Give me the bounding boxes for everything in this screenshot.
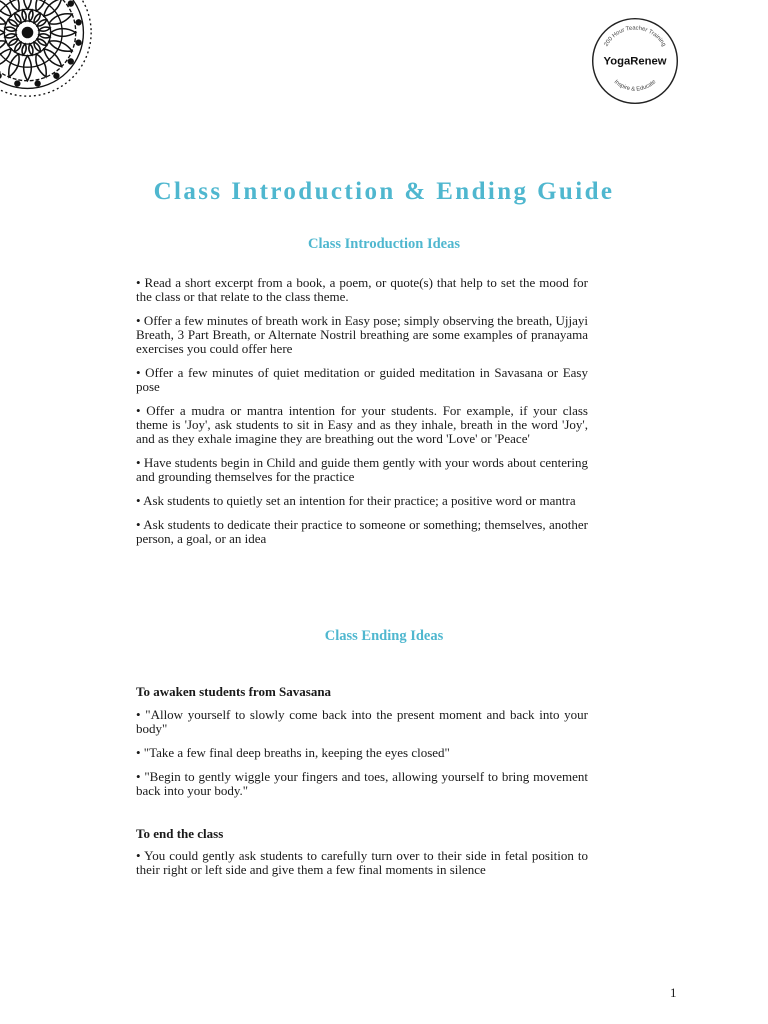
intro-item: • Offer a few minutes of quiet meditation or guided meditation in Savasana or Easy pose [136, 365, 588, 394]
logo-ring-top: 200 Hour Teacher Training [603, 25, 667, 48]
end-class-list [136, 849, 588, 887]
ending-heading: Class Ending Ideas [324, 628, 444, 644]
intro-item: • Read a short excerpt from a book, a poem, or quote(s) that help to set the mood for the class or that relate to the class theme. [136, 275, 588, 304]
intro-item: • Ask students to dedicate their practice to someone or something; themselves, another person, a goal, or an idea [136, 517, 588, 546]
page-title: Class Introduction & Ending Guide [153, 178, 615, 205]
page-number: 1 [670, 985, 677, 1000]
end-class-item: • You could gently ask students to carefully turn over to their side in fetal position to their right or left side and give them a few final moments in silence [136, 848, 588, 877]
intro-list [136, 276, 588, 556]
logo-name: YogaRenew [603, 55, 667, 68]
awaken-list [136, 708, 588, 808]
intro-item: • Ask students to quietly set an intention for their practice; a positive word or mantra [136, 493, 576, 508]
mandala-ornament [0, 0, 95, 100]
awaken-item: • "Allow yourself to slowly come back into the present moment and back into your body" [136, 707, 588, 736]
end-class-subheading: To end the class [136, 826, 224, 841]
intro-heading: Class Introduction Ideas [307, 236, 461, 252]
yogarenew-logo [590, 16, 680, 106]
awaken-item: • "Begin to gently wiggle your fingers and toes, allowing yourself to bring movement back into your body." [136, 769, 588, 798]
intro-item: • Offer a few minutes of breath work in Easy pose; simply observing the breath, Ujjayi Breath, 3 Part Breath, or Alternate Nostril breathing are some examples of pranayama exercises you could offer here [136, 313, 588, 356]
awaken-item: • "Take a few final deep breaths in, keeping the eyes closed" [136, 745, 450, 760]
intro-item: • Have students begin in Child and guide them gently with your words about centering and grounding themselves for the practice [136, 455, 588, 484]
intro-item: • Offer a mudra or mantra intention for your students. For example, if your class theme is 'Joy', ask students to sit in Easy and as they inhale, breath in the word 'Joy', and as they exhale imagine they are breathing out the word 'Love' or 'Peace' [136, 403, 588, 446]
logo-ring-bottom: Inspire & Educate [612, 79, 658, 93]
awaken-subheading: To awaken students from Savasana [136, 684, 332, 699]
